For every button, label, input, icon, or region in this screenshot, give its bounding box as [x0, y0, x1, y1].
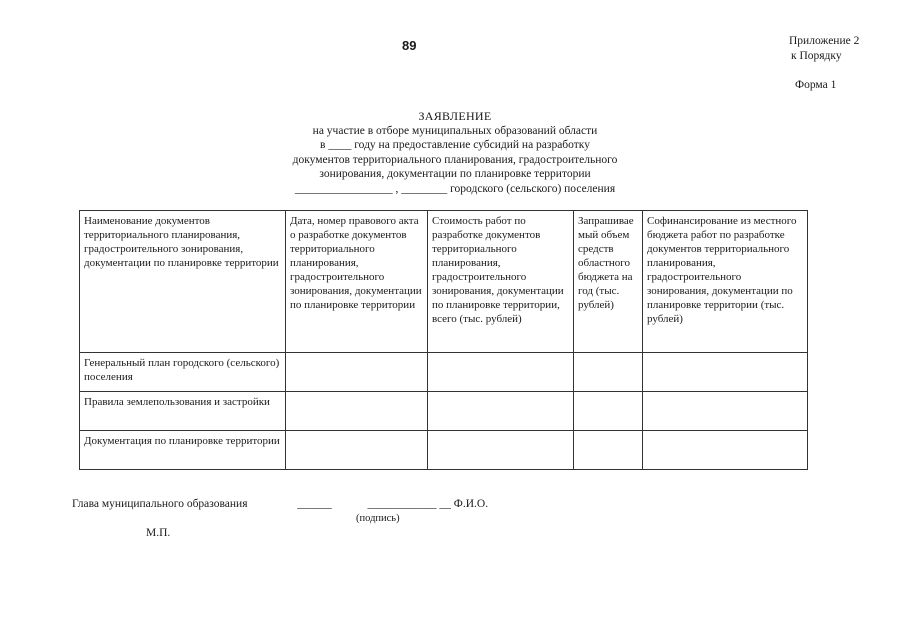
table-cell[interactable]: [286, 353, 428, 392]
form-label: Форма 1: [795, 79, 837, 91]
row-label: Документация по планировке территории: [80, 431, 286, 470]
application-table: [79, 210, 808, 470]
table-cell[interactable]: [574, 353, 643, 392]
table-cell[interactable]: [428, 392, 574, 431]
signature-line: [72, 498, 488, 510]
title-line: на участие в отборе муниципальных образований области: [312, 124, 598, 137]
fio-blank[interactable]: ____________ __: [367, 498, 451, 510]
table-cell[interactable]: [643, 431, 808, 470]
table-row: [80, 353, 808, 392]
signature-blank[interactable]: ______: [297, 498, 332, 510]
table-cell[interactable]: [428, 431, 574, 470]
appendix-reference: [789, 34, 859, 64]
signature-caption: (подпись): [356, 513, 400, 524]
document-title: ЗАЯВЛЕНИЕ: [418, 109, 492, 123]
page-number: 89: [402, 38, 417, 53]
table-cell[interactable]: [643, 353, 808, 392]
table-row: [80, 392, 808, 431]
appendix-order: к Порядку: [791, 50, 842, 62]
table-header-row: [80, 211, 808, 353]
title-line: в ____ году на предоставление субсидий на разработку: [320, 139, 590, 152]
header-total-cost: Стоимость работ по разработке документов территориального планирования, градостроительного зонирования, документации по планировке территории, всего (тыс. рублей): [428, 211, 574, 353]
row-label: Правила землепользования и застройки: [80, 392, 286, 431]
stamp-placeholder: М.П.: [146, 527, 171, 539]
table-cell[interactable]: [428, 353, 574, 392]
header-regional-budget: Запрашиваемый объем средств областного бюджета на год (тыс. рублей): [574, 211, 643, 353]
table-cell[interactable]: [286, 431, 428, 470]
signature-label: Глава муниципального образования: [72, 498, 248, 510]
application-title-block: [200, 109, 710, 197]
table-cell[interactable]: [286, 392, 428, 431]
title-line: документов территориального планирования, градостроительного: [292, 153, 618, 166]
table-cell[interactable]: [574, 431, 643, 470]
title-line: _________________ , ________ городского (сельского) поселения: [294, 182, 616, 195]
table-row: [80, 431, 808, 470]
row-label: Генеральный план городского (сельского) поселения: [80, 353, 286, 392]
fio-label: Ф.И.О.: [453, 498, 489, 510]
table-cell[interactable]: [643, 392, 808, 431]
title-line: зонирования, документации по планировке территории: [319, 168, 591, 181]
table-cell[interactable]: [574, 392, 643, 431]
header-document-name: Наименование документов территориального планирования, градостроительного зонирования, документации по планировке территории: [80, 211, 286, 353]
appendix-line: Приложение 2: [789, 35, 860, 47]
header-legal-act: Дата, номер правового акта о разработке документов территориального планирования, градостроительного зонирования, документации по планировке территории: [286, 211, 428, 353]
header-local-cofinancing: Софинансирование из местного бюджета работ по разработке документов территориального планирования, градостроительного зонирования, документации по планировке территории (тыс. рублей): [643, 211, 808, 353]
